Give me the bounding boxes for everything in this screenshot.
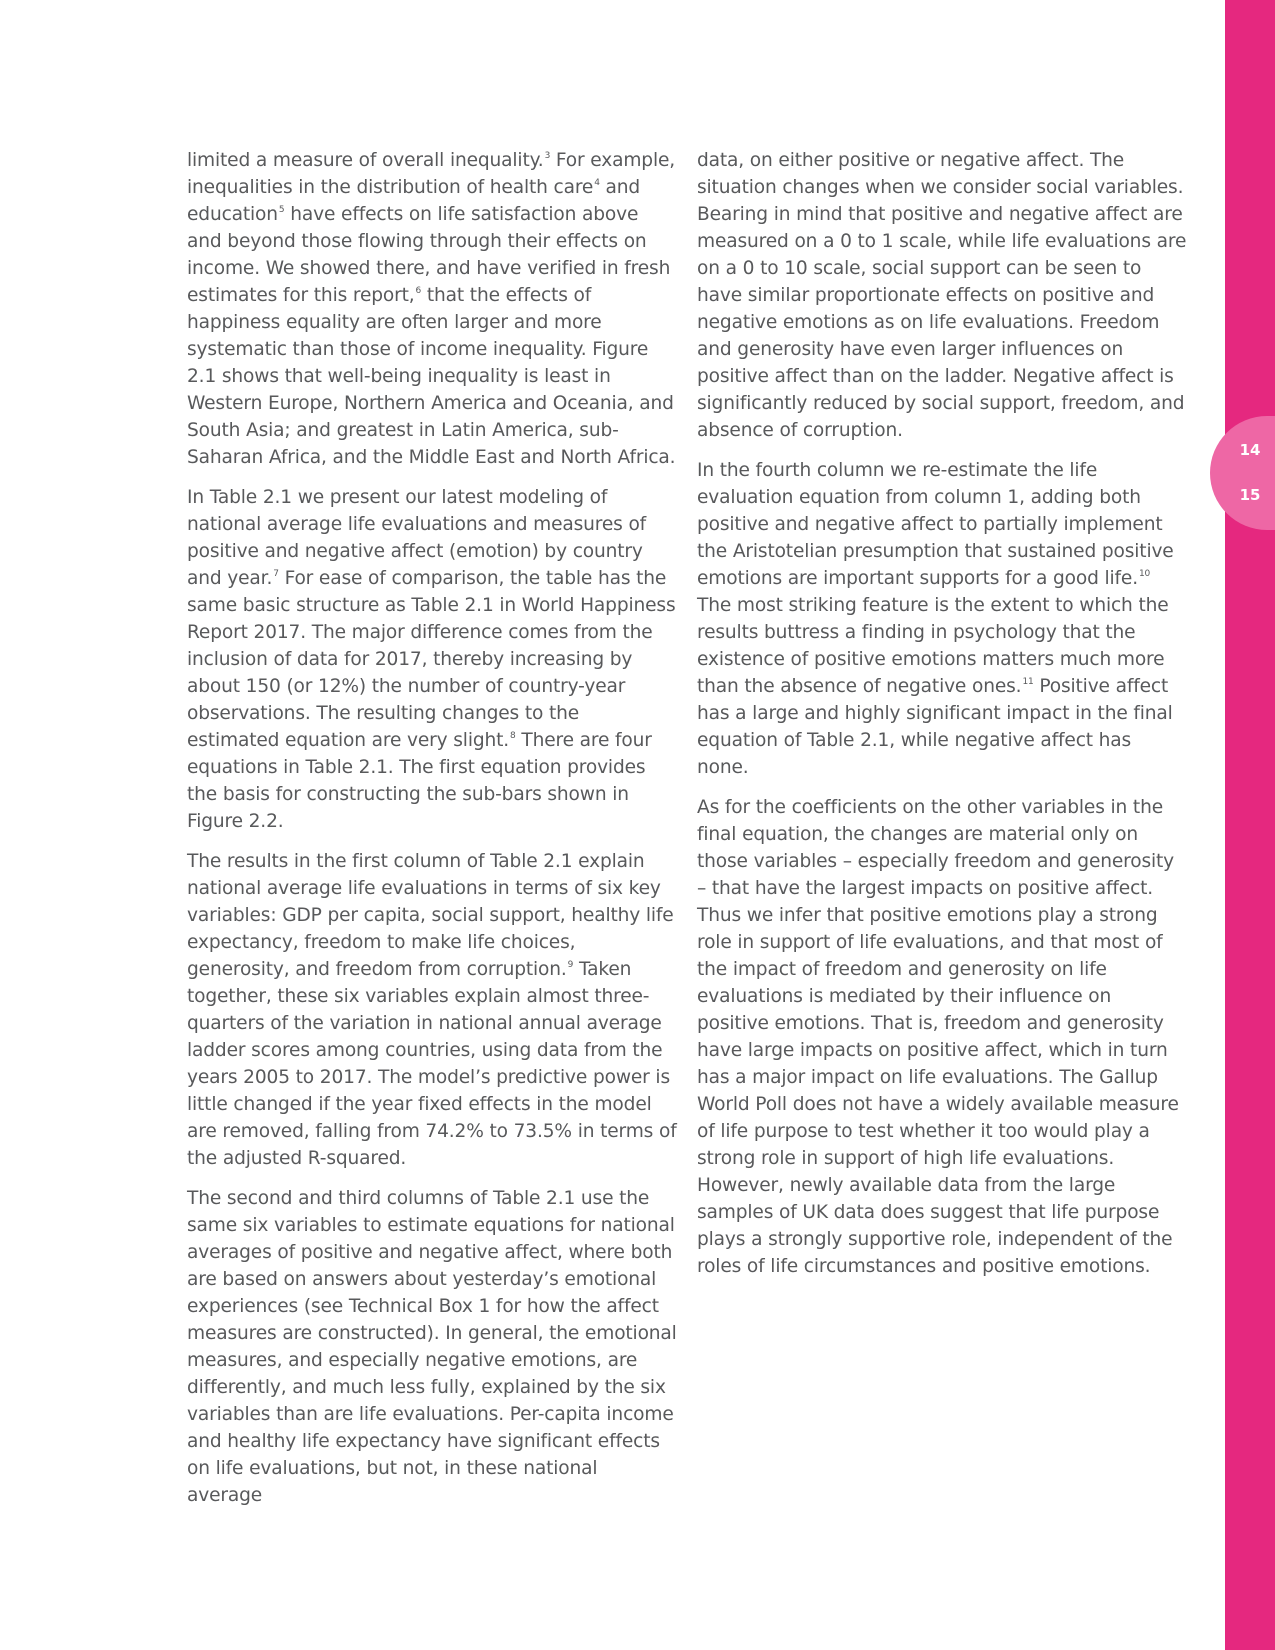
page-number-tab bbox=[1210, 416, 1275, 530]
footnote-ref: 6 bbox=[415, 286, 422, 296]
paragraph: limited a measure of overall inequality.$^3$ For example, inequalities in the distribution of health care$^4$ and education$^5$ have effects on life satisfaction above and beyond those flowing through their effects on income. We showed there, and have verified in fresh estimates for this report,$^6$ that the effects of happiness equality are often larger and more systematic than those of income inequality. Figure 2.1 shows that well-being inequality is least in Western Europe, Northern America and Oceania, and South Asia; and greatest in Latin America, sub-Saharan Africa, and the Middle East and North Africa. bbox=[187, 150, 676, 468]
paragraph: The results in the first column of Table 2.1 explain national average life evaluations in terms of six key variables: GDP per capita, social support, healthy life expectancy, freedom to make life choices, generosity, and freedom from corruption.$^9$ Taken together, these six variables explain almost three-quarters of the variation in national annual average ladder scores among countries, using data from the years 2005 to 2017. The model’s predictive power is little changed if the year fixed effects in the model are removed, falling from 74.2% to 73.5% in terms of the adjusted R-squared. bbox=[187, 851, 677, 1169]
footnote-ref: 3 bbox=[544, 151, 551, 161]
page-number-right: 15 bbox=[1239, 486, 1261, 504]
paragraph: In Table 2.1 we present our latest modeling of national average life evaluations and measures of positive and negative affect (emotion) by country and year.$^7$ For ease of comparison, the table has the same basic structure as Table 2.1 in World Happiness Report 2017. The major difference comes from the inclusion of data for 2017, thereby increasing by about 150 (or 12%) the number of country-year observations. The resulting changes to the estimated equation are very slight.$^8$ There are four equations in Table 2.1. The first equation provides the basis for constructing the sub-bars shown in Figure 2.2. bbox=[187, 487, 676, 832]
footnote-ref: 5 bbox=[278, 205, 285, 215]
footnote-ref: 9 bbox=[567, 960, 574, 970]
footnote-ref: 4 bbox=[594, 178, 600, 188]
page-number-left: 14 bbox=[1239, 441, 1261, 459]
side-color-bar bbox=[1225, 0, 1275, 1650]
footnote-ref: 11 bbox=[1022, 677, 1034, 687]
paragraph: data, on either positive or negative affect. The situation changes when we consider social variables. Bearing in mind that positive and negative affect are measured on a 0 to 1 scale, while life evaluations are on a 0 to 10 scale, social support can be seen to have similar proportionate effects on positive and negative emotions as on life evaluations. Freedom and generosity have even larger influences on positive affect than on the ladder. Negative affect is significantly reduced by social support, freedom, and absence of corruption. bbox=[697, 150, 1187, 441]
left-column bbox=[187, 147, 677, 1522]
footnote-ref: 8 bbox=[510, 731, 516, 741]
paragraph: The second and third columns of Table 2.1 use the same six variables to estimate equations for national averages of positive and negative affect, where both are based on answers about yesterday’s emotional experiences (see Technical Box 1 for how the affect measures are constructed). In general, the emotional measures, and especially negative emotions, are differently, and much less fully, explained by the six variables than are life evaluations. Per-capita income and healthy life expectancy have significant effects on life evaluations, but not, in these national average bbox=[187, 1188, 677, 1506]
paragraph: As for the coefficients on the other variables in the final equation, the changes are material only on those variables – especially freedom and generosity – that have the largest impacts on positive affect. Thus we infer that positive emotions play a strong role in support of life evaluations, and that most of the impact of freedom and generosity on life evaluations is mediated by their influence on positive emotions. That is, freedom and generosity have large impacts on positive affect, which in turn has a major impact on life evaluations. The Gallup World Poll does not have a widely available measure of life purpose to test whether it too would play a strong role in support of high life evaluations. However, newly available data from the large samples of UK data does suggest that life purpose plays a strongly supportive role, independent of the roles of life circumstances and positive emotions. bbox=[697, 797, 1179, 1277]
right-column bbox=[697, 147, 1187, 1293]
paragraph: In the fourth column we re-estimate the life evaluation equation from column 1, adding both positive and negative affect to partially implement the Aristotelian presumption that sustained positive emotions are important supports for a good life.$^{10}$ The most striking feature is the extent to which the results buttress a finding in psychology that the existence of positive emotions matters much more than the absence of negative ones.$^{11}$ Positive affect has a large and highly significant impact in the final equation of Table 2.1, while negative affect has none. bbox=[697, 460, 1174, 778]
footnote-ref: 7 bbox=[273, 569, 279, 579]
page-body bbox=[187, 147, 1187, 1567]
footnote-ref: 10 bbox=[1138, 569, 1151, 579]
